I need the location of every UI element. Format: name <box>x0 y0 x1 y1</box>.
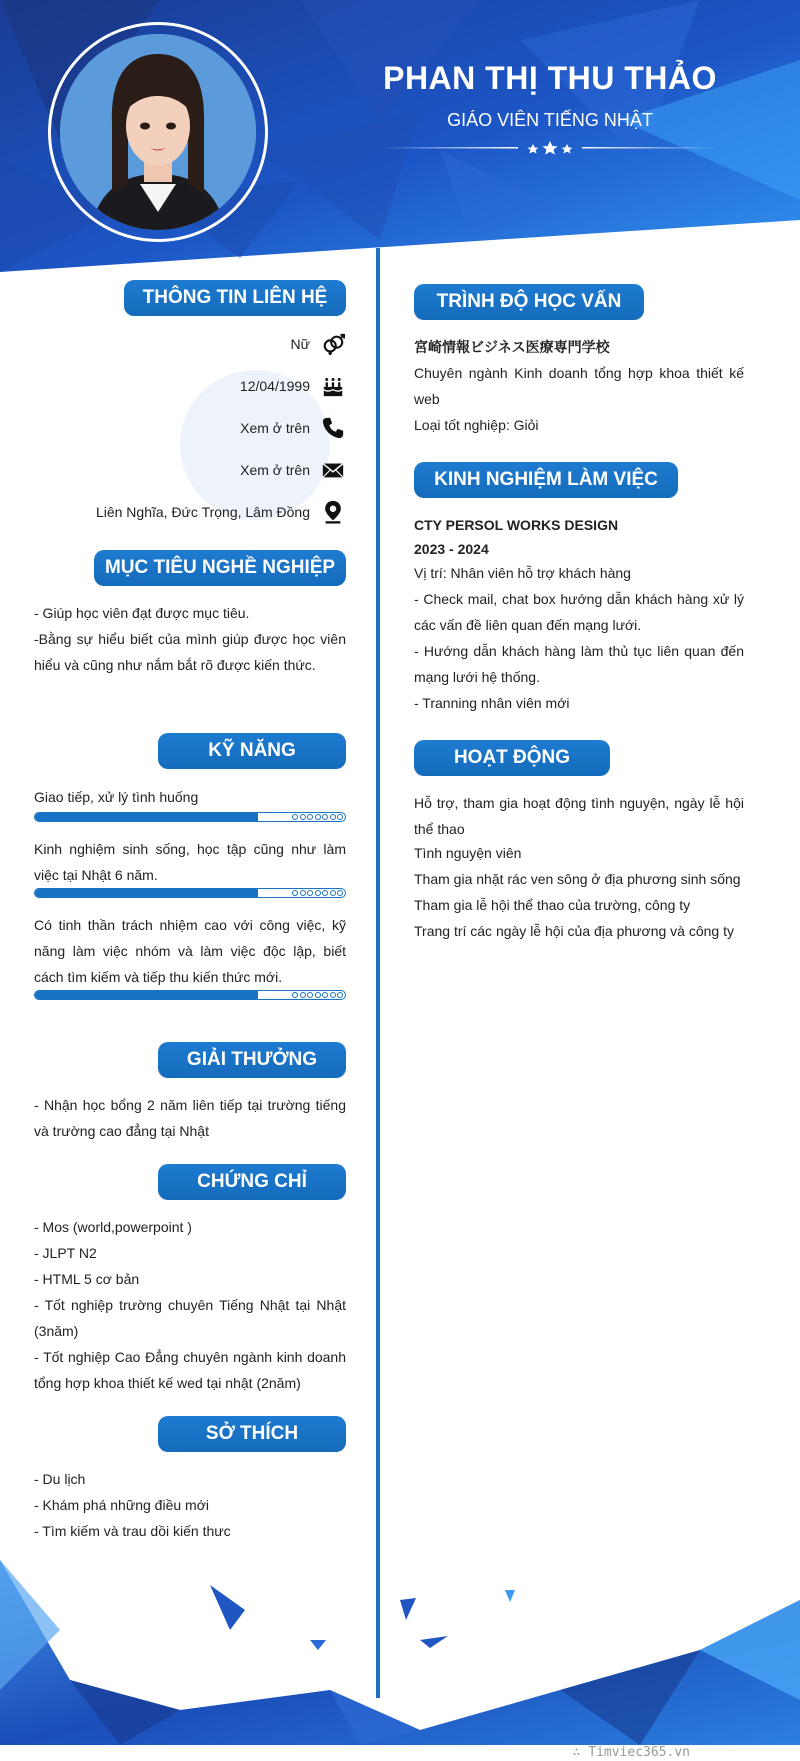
avatar-ring <box>48 22 268 242</box>
section-title-experience: KINH NGHIỆM LÀM VIỆC <box>414 462 678 498</box>
contact-address: Liên Nghĩa, Đức Trọng, Lâm Đồng <box>95 504 310 520</box>
section-title-activities: HOẠT ĐỘNG <box>414 740 610 776</box>
hobby-line-3: - Tìm kiếm và trau dồi kiến thưc <box>34 1523 231 1539</box>
activity-line-3: Tham gia nhặt rác ven sông ở địa phương sinh sống <box>414 871 741 887</box>
section-title-skills: KỸ NĂNG <box>158 733 346 769</box>
education-grade: Loại tốt nghiệp: Giỏi <box>414 417 539 433</box>
skill-bar-1 <box>34 812 346 822</box>
certificate-line-4: - Tốt nghiệp trường chuyên Tiếng Nhật tại Nhật (3năm) <box>34 1297 346 1339</box>
skill-bar-3 <box>34 990 346 1000</box>
education-major: Chuyên ngành Kinh doanh tổng hợp khoa thiết kế web <box>414 365 744 407</box>
contact-row-address <box>60 496 346 528</box>
section-title-awards: GIẢI THƯỞNG <box>158 1042 346 1078</box>
birthday-cake-icon <box>320 373 346 399</box>
section-title-objective: MỤC TIÊU NGHỀ NGHIỆP <box>94 550 346 586</box>
contact-gender: Nữ <box>290 336 310 352</box>
hobby-line-1: - Du lịch <box>34 1471 86 1487</box>
education-school: 宮崎情報ビジネス医療専門学校 <box>414 339 610 355</box>
avatar-portrait <box>60 34 256 230</box>
activity-line-5: Trang trí các ngày lễ hội của địa phương và công ty <box>414 923 734 939</box>
objective-line-1: - Giúp học viên đạt được mục tiêu. <box>34 605 250 621</box>
column-divider <box>376 248 380 1698</box>
skill-bar-2 <box>34 888 346 898</box>
gender-icon <box>320 331 346 357</box>
contact-birthday: 12/04/1999 <box>239 378 310 394</box>
experience-duty-3: - Tranning nhân viên mới <box>414 695 570 711</box>
certificate-line-5: - Tốt nghiệp Cao Đẳng chuyên ngành kinh doanh tổng hợp khoa thiết kế wed tại nhật (2năm) <box>34 1349 346 1391</box>
experience-period: 2023 - 2024 <box>414 541 489 557</box>
activity-line-4: Tham gia lễ hội thể thao của trường, công ty <box>414 897 691 913</box>
footer-credit: ∴ Timviec365.vn <box>572 1745 690 1760</box>
phone-icon <box>320 415 346 441</box>
objective-line-2: -Bằng sự hiểu biết của mình giúp được học viên hiểu và cũng như nắm bắt rõ được kiến thức. <box>34 631 346 673</box>
hobby-line-2: - Khám phá những điều mới <box>34 1497 209 1513</box>
activity-line-2: Tình nguyện viên <box>414 845 522 861</box>
contact-row-gender <box>60 328 346 360</box>
activity-line-1: Hỗ trợ, tham gia hoạt động tình nguyện, ngày lễ hội thể thao <box>414 795 744 837</box>
experience-duty-2: - Hướng dẫn khách hàng làm thủ tục liên quan đến mạng lưới hệ thống. <box>414 643 744 685</box>
candidate-name: PHAN THỊ THU THẢO <box>383 60 717 96</box>
skill-text-2: Kinh nghiệm sinh sống, học tập cũng như làm việc tại Nhật 6 năm. <box>34 841 346 883</box>
section-title-certificates: CHỨNG CHỈ <box>158 1164 346 1200</box>
footer-background <box>0 1540 800 1761</box>
section-title-hobbies: SỞ THÍCH <box>158 1416 346 1452</box>
avatar <box>60 34 256 230</box>
contact-row-email <box>60 454 346 486</box>
map-pin-icon <box>320 499 346 525</box>
certificate-line-1: - Mos (world,powerpoint ) <box>34 1219 192 1235</box>
award-text: - Nhận học bổng 2 năm liên tiếp tại trường tiếng và trường cao đẳng tại Nhật <box>34 1097 346 1139</box>
experience-duty-1: - Check mail, chat box hướng dẫn khách hàng xử lý các vấn đề liên quan đến mạng lưới. <box>414 591 744 633</box>
star-divider-decoration <box>380 140 720 156</box>
certificate-line-2: - JLPT N2 <box>34 1245 97 1261</box>
section-title-education: TRÌNH ĐỘ HỌC VẤN <box>414 284 644 320</box>
experience-position: Vị trí: Nhân viên hỗ trợ khách hàng <box>414 565 631 581</box>
skill-text-1: Giao tiếp, xử lý tình huống <box>34 789 199 805</box>
certificate-line-3: - HTML 5 cơ bản <box>34 1271 140 1287</box>
contact-row-birthday <box>60 370 346 402</box>
contact-phone: Xem ở trên <box>240 420 310 436</box>
section-title-contact: THÔNG TIN LIÊN HỆ <box>124 280 346 316</box>
contact-row-phone <box>60 412 346 444</box>
contact-email: Xem ở trên <box>240 462 310 478</box>
experience-company: CTY PERSOL WORKS DESIGN <box>414 517 619 533</box>
envelope-icon <box>320 457 346 483</box>
skill-text-3: Có tinh thần trách nhiệm cao với công việc, kỹ năng làm việc nhóm và làm việc độc lập, biết cách tìm kiếm và tiếp thu kiến thức mới. <box>34 917 346 985</box>
job-title: GIÁO VIÊN TIẾNG NHẬT <box>447 110 653 130</box>
